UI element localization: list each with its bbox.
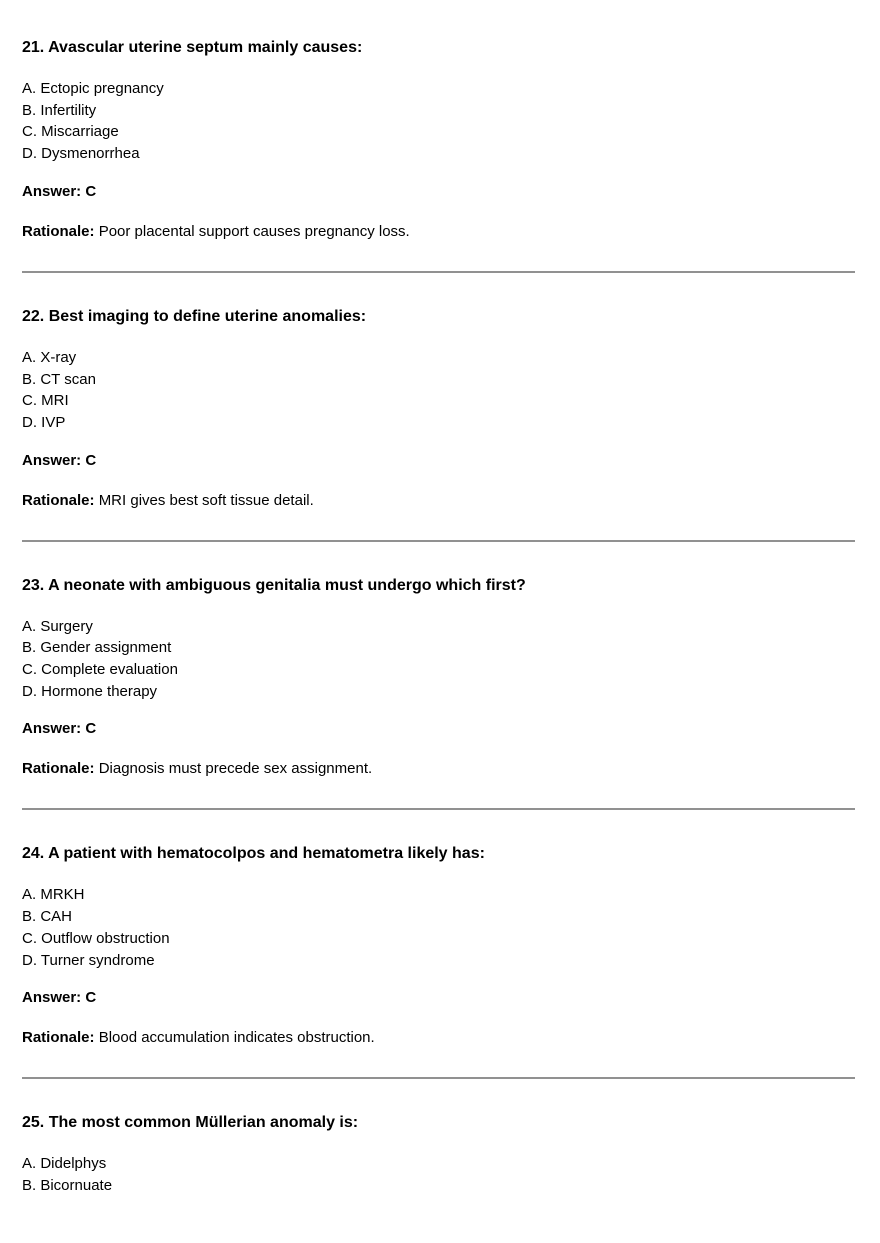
rationale-label: Rationale: bbox=[22, 222, 95, 240]
question-24-heading: 24. A patient with hematocolpos and hematometra likely has: bbox=[22, 845, 485, 863]
answer-option: A. Ectopic pregnancy bbox=[22, 80, 164, 97]
question-block-22 bbox=[22, 306, 855, 512]
answer-option: C. Outflow obstruction bbox=[22, 929, 170, 947]
rationale-label: Rationale: bbox=[22, 491, 95, 509]
question-divider bbox=[22, 808, 855, 810]
rationale-text: MRI gives best soft tissue detail. bbox=[98, 491, 314, 509]
answer-option: B. CT scan bbox=[22, 370, 96, 388]
rationale-label: Rationale: bbox=[22, 760, 95, 778]
question-25-options bbox=[22, 1153, 855, 1196]
answer-option: B. Gender assignment bbox=[22, 639, 172, 657]
question-24-options bbox=[22, 884, 855, 971]
answer-option: A. MRKH bbox=[22, 886, 85, 904]
question-22-rationale bbox=[22, 490, 855, 512]
question-25-heading: 25. The most common Müllerian anomaly is: bbox=[22, 1114, 359, 1132]
question-21-rationale bbox=[22, 221, 855, 243]
answer-option: C. Miscarriage bbox=[22, 123, 119, 141]
question-21-heading: 21. Avascular uterine septum mainly causes: bbox=[22, 39, 363, 56]
rationale-label: Rationale: bbox=[22, 1029, 95, 1047]
answer-option: A. Didelphys bbox=[22, 1155, 107, 1173]
answer-option: A. X-ray bbox=[22, 348, 77, 366]
answer-option: C. Complete evaluation bbox=[22, 661, 178, 679]
question-23-heading: 23. A neonate with ambiguous genitalia must undergo which first? bbox=[22, 576, 526, 594]
question-22-options bbox=[22, 347, 855, 434]
question-22-heading: 22. Best imaging to define uterine anomalies: bbox=[22, 307, 367, 325]
question-24-rationale bbox=[22, 1027, 855, 1049]
answer-option: B. CAH bbox=[22, 908, 73, 926]
question-24-answer: Answer: C bbox=[22, 989, 97, 1007]
answer-option: A. Surgery bbox=[22, 617, 93, 635]
answer-option: D. IVP bbox=[22, 413, 66, 431]
answer-option: B. Infertility bbox=[22, 101, 97, 119]
question-21-answer: Answer: C bbox=[22, 182, 97, 200]
rationale-text: Blood accumulation indicates obstruction. bbox=[98, 1029, 375, 1047]
answer-option: B. Bicornuate bbox=[22, 1176, 113, 1194]
question-23-answer: Answer: C bbox=[22, 720, 97, 738]
question-block-25 bbox=[22, 1112, 855, 1196]
question-divider bbox=[22, 1077, 855, 1079]
question-23-options bbox=[22, 616, 855, 703]
question-divider bbox=[22, 540, 855, 542]
answer-option: D. Hormone therapy bbox=[22, 682, 158, 700]
question-block-21 bbox=[22, 37, 855, 243]
question-21-options bbox=[22, 78, 855, 165]
question-block-24 bbox=[22, 843, 855, 1049]
question-divider bbox=[22, 271, 855, 273]
question-block-23 bbox=[22, 575, 855, 781]
question-23-rationale bbox=[22, 758, 855, 780]
answer-option: D. Dysmenorrhea bbox=[22, 145, 140, 163]
question-22-answer: Answer: C bbox=[22, 451, 97, 469]
answer-option: D. Turner syndrome bbox=[22, 951, 155, 969]
rationale-text: Poor placental support causes pregnancy loss. bbox=[98, 222, 410, 240]
answer-option: C. MRI bbox=[22, 392, 69, 410]
rationale-text: Diagnosis must precede sex assignment. bbox=[98, 760, 373, 778]
